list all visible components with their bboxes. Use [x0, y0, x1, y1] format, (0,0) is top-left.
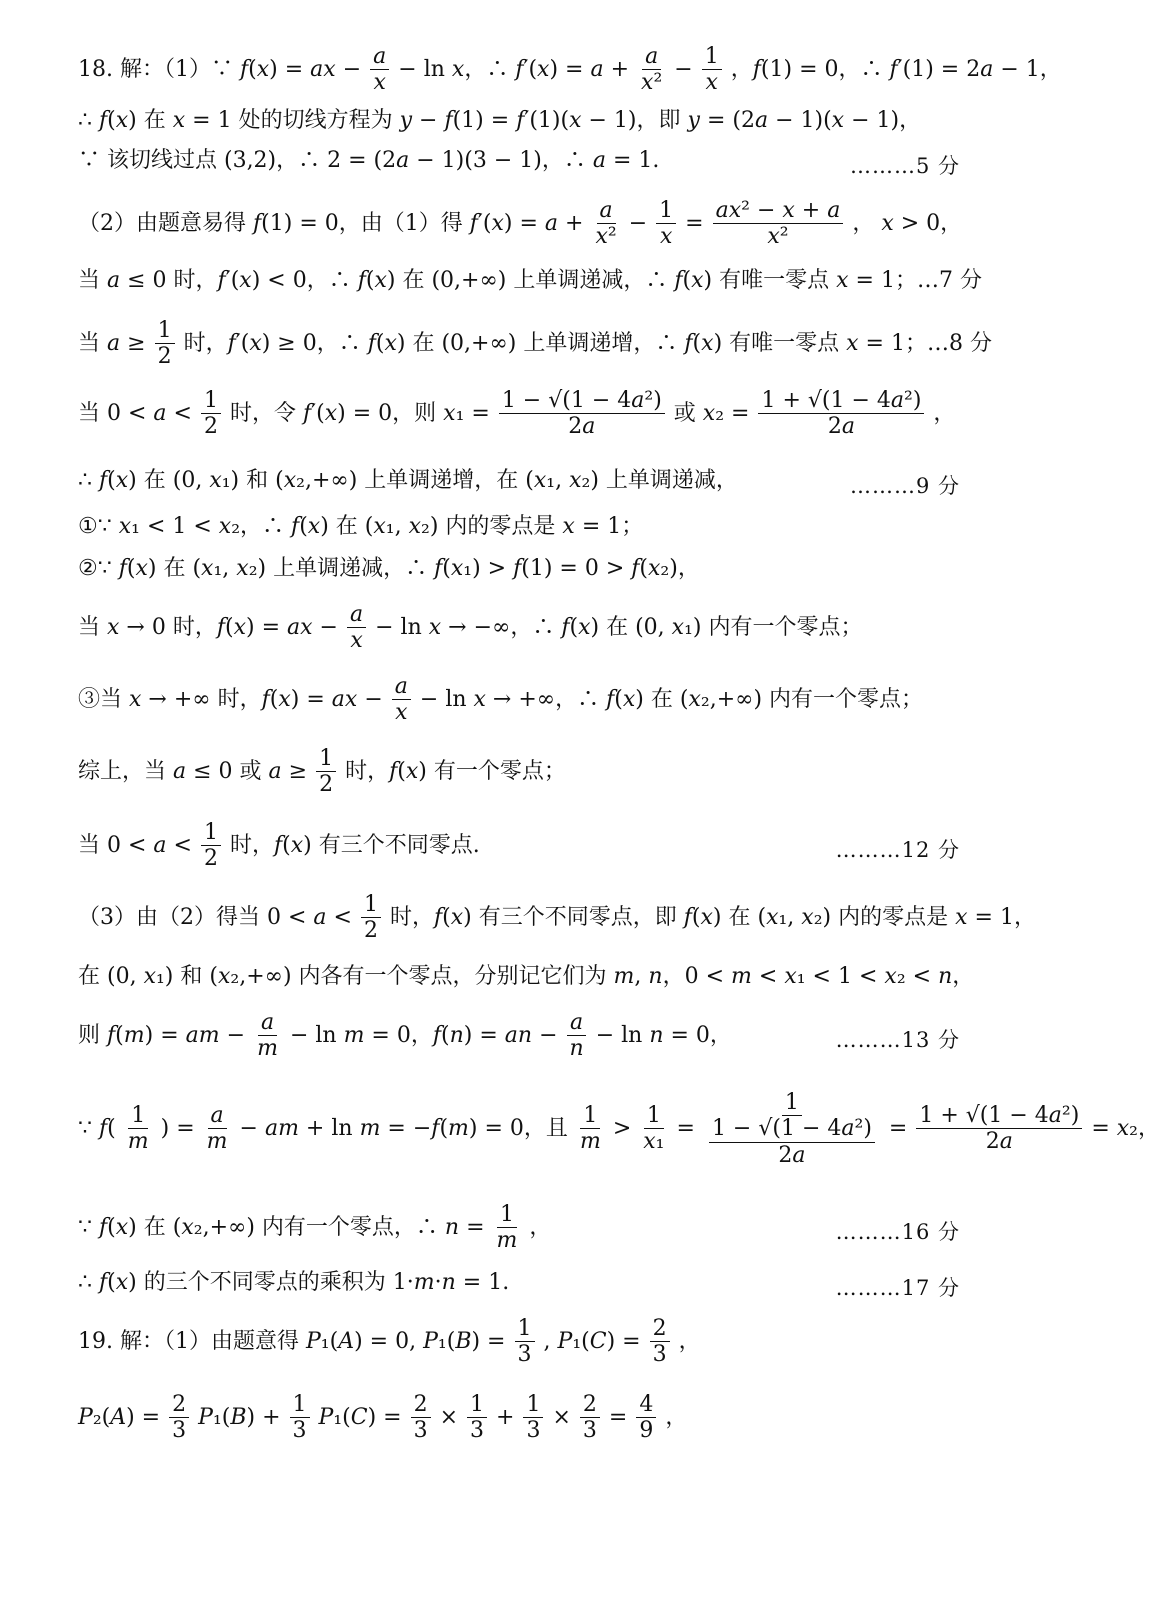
solution-18-part2-line-10: 综上，当 a ≤ 0 或 a ≥ $\frac{1}{2}$ 时，f(x) 有一个零点； — [78, 746, 566, 798]
solution-18-part2-line-2: 当 a ≤ 0 时，f′(x) < 0，∴ f(x) 在 (0,+∞) 上单调递减，∴ f(x) 有唯一零点 x = 1；…7 分 — [78, 268, 982, 293]
score-mark-17: ………17 分 — [835, 1276, 960, 1300]
score-mark-13: ………13 分 — [835, 1028, 960, 1052]
score-mark-9: ………9 分 — [849, 474, 960, 498]
solution-18-part2-line-6: ①∵ x₁ < 1 < x₂，∴ f(x) 在 (x₁, x₂) 内的零点是 x = 1； — [78, 514, 644, 539]
solution-18-line-1: 18. 解：（1）∵ f(x) = ax − $\frac{a}{x}$ − ln x，∴ f′(x) = a + $\frac{a}{\text{x²}}$ − $\frac{1}{x}$ ，f(1) = 0，∴ f′(1) = 2a − 1， — [78, 44, 1062, 96]
solution-18-part2-line-4: 当 0 < a < $\frac{1}{2}$ 时，令 f′(x) = 0，则 x₁ = $\frac{\text{1 − √(1 − 4a²)}}{2a}$ 或 x₂ = $\frac{\text{1 + √(1 − 4a²)}}{2a}$ ， — [78, 388, 956, 440]
solution-18-part3-line-3: 则 f(m) = am − $\frac{a}{m}$ − ln m = 0，f(n) = an − $\frac{a}{n}$ − ln n = 0， — [78, 1010, 732, 1062]
solution-19-line-2: P₂(A) = $\frac{2}{3}$ P₁(B) + $\frac{1}{3}$ P₁(C) = $\frac{2}{3}$ × $\frac{1}{3}$ + $\frac{1}{3}$ × $\frac{2}{3}$ = $\frac{4}{9}$ ， — [78, 1392, 688, 1444]
solution-18-part2-line-3: 当 a ≥ $\frac{1}{2}$ 时，f′(x) ≥ 0，∴ f(x) 在 (0,+∞) 上单调递增，∴ f(x) 有唯一零点 x = 1；…8 分 — [78, 318, 992, 370]
score-mark-5: ………5 分 — [849, 154, 960, 178]
solution-18-part3-line-6: ∴ f(x) 的三个不同零点的乘积为 1·m·n = 1. — [78, 1270, 510, 1295]
solution-18-part3-line-4: ∵ f( $\frac{1}{m}$ ) = $\frac{a}{m}$ − am + ln m = −f(m) = 0，且 $\frac{1}{m}$ > $\frac{1}{\text{x₁}}$ = $\frac{1}{\frac{\text{1 − √(1 − 4a²)}}{2a}}$ = $\frac{\text{1 + √(1 − 4a²)}}{2a}$ = x₂， — [78, 1090, 1160, 1168]
solution-18-line-3: ∵ 该切线过点 (3,2)，∴ 2 = (2a − 1)(3 − 1)，∴ a = 1. — [78, 148, 660, 173]
solution-18-part3-line-1: （3）由（2）得当 0 < a < $\frac{1}{2}$ 时，f(x) 有三个不同零点，即 f(x) 在 (x₁, x₂) 内的零点是 x = 1， — [78, 892, 1036, 944]
solution-18-part3-line-2: 在 (0, x₁) 和 (x₂,+∞) 内各有一个零点，分别记它们为 m, n，0 < m < x₁ < 1 < x₂ < n， — [78, 964, 975, 989]
solution-18-part2-line-8: 当 x → 0 时，f(x) = ax − $\frac{a}{x}$ − ln x → −∞，∴ f(x) 在 (0, x₁) 内有一个零点； — [78, 602, 863, 654]
solution-18-part2-line-1: （2）由题意易得 f(1) = 0，由（1）得 f′(x) = a + $\frac{a}{\text{x²}}$ − $\frac{1}{x}$ = $\frac{\text{ax² − x + a}}{\text{x²}}$ ， x > 0， — [78, 198, 963, 250]
solution-18-line-2: ∴ f(x) 在 x = 1 处的切线方程为 y − f(1) = f′(1)(x − 1)，即 y = (2a − 1)(x − 1)， — [78, 108, 922, 133]
solution-18-part3-line-5: ∵ f(x) 在 (x₂,+∞) 内有一个零点，∴ n = $\frac{1}{m}$ ， — [78, 1202, 552, 1254]
solution-18-part2-line-11: 当 0 < a < $\frac{1}{2}$ 时，f(x) 有三个不同零点. — [78, 820, 480, 872]
solution-18-part2-line-9: ③当 x → +∞ 时，f(x) = ax − $\frac{a}{x}$ − ln x → +∞，∴ f(x) 在 (x₂,+∞) 内有一个零点； — [78, 674, 924, 726]
solution-18-part2-line-7: ②∵ f(x) 在 (x₁, x₂) 上单调递减，∴ f(x₁) > f(1) = 0 > f(x₂)， — [78, 556, 700, 581]
score-mark-12: ………12 分 — [835, 838, 960, 862]
solution-18-part2-line-5: ∴ f(x) 在 (0, x₁) 和 (x₂,+∞) 上单调递增，在 (x₁, x₂) 上单调递减， — [78, 468, 738, 493]
score-mark-16: ………16 分 — [835, 1220, 960, 1244]
line-text: 18. 解：（1）∵ f(x) = ax − — [78, 56, 362, 82]
solution-19-line-1: 19. 解：（1）由题意得 P₁(A) = 0, P₁(B) = $\frac{1}{3}$ , P₁(C) = $\frac{2}{3}$ ， — [78, 1316, 701, 1368]
